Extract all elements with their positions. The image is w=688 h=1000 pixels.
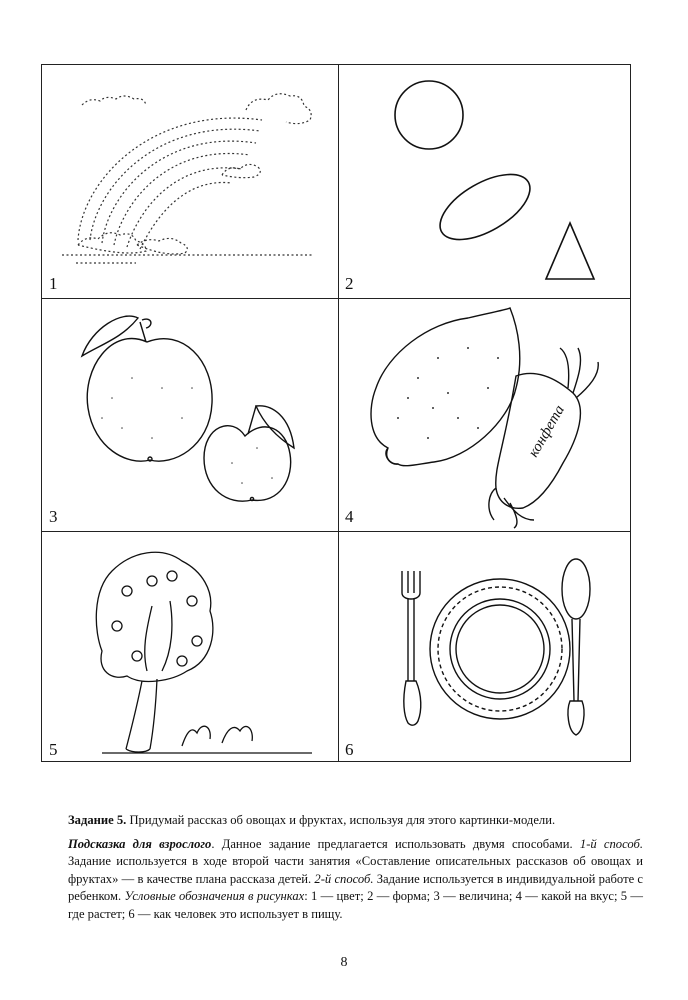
task-title: Задание 5. xyxy=(68,813,127,827)
hint-title: Подсказка для взрослого xyxy=(68,836,212,851)
candy-label: конфета xyxy=(525,402,568,460)
sky-rainbow-clouds-icon xyxy=(42,65,338,298)
hint-text: Задание используется в ходе второй части занятия «Составление описательных рассказов об овощах и фруктах» — в качестве плана рассказа детей. xyxy=(68,854,643,886)
hint-paragraph xyxy=(68,836,643,924)
task-text xyxy=(68,812,643,930)
hint-text: Задание используется в индивидуальной работе с ребенком. xyxy=(68,871,643,904)
page-number: 8 xyxy=(340,955,348,970)
cell-1-color xyxy=(42,65,338,298)
pictogram-grid xyxy=(41,64,631,762)
cell-number: 6 xyxy=(345,740,354,759)
cell-6-eating xyxy=(338,531,634,764)
legend-title: Условные обозначения в рисунках xyxy=(124,889,305,904)
legend-text: : 1 — цвет; 2 — форма; 3 — величина; 4 — какой на вкус; 5 — где растет; 6 — как человек это использует в пищу. xyxy=(68,889,643,921)
cell-number: 3 xyxy=(49,507,58,526)
cell-number: 2 xyxy=(345,274,354,293)
way-1-label: 1-й способ. xyxy=(579,836,643,851)
plate-fork-spoon-icon xyxy=(338,531,634,764)
apples-icon xyxy=(42,298,338,531)
cell-4-taste xyxy=(338,298,634,531)
way-2-label: 2-й способ. xyxy=(314,871,374,886)
apple-tree-icon xyxy=(42,531,338,764)
cell-number: 5 xyxy=(49,740,58,759)
task-body: Придумай рассказ об овощах и фруктах, используя для этого картинки-модели. xyxy=(126,813,556,827)
cell-5-where-grows xyxy=(42,531,338,764)
cell-number: 1 xyxy=(49,274,58,293)
task-paragraph xyxy=(68,812,643,830)
cell-number: 4 xyxy=(345,507,354,526)
cell-3-size xyxy=(42,298,338,531)
lemon-and-candy-icon xyxy=(338,298,634,531)
hint-text: . Данное задание предлагается использовать двумя способами. xyxy=(211,836,580,851)
cell-2-shape xyxy=(338,65,634,298)
shapes-circle-oval-triangle-icon xyxy=(338,65,634,298)
